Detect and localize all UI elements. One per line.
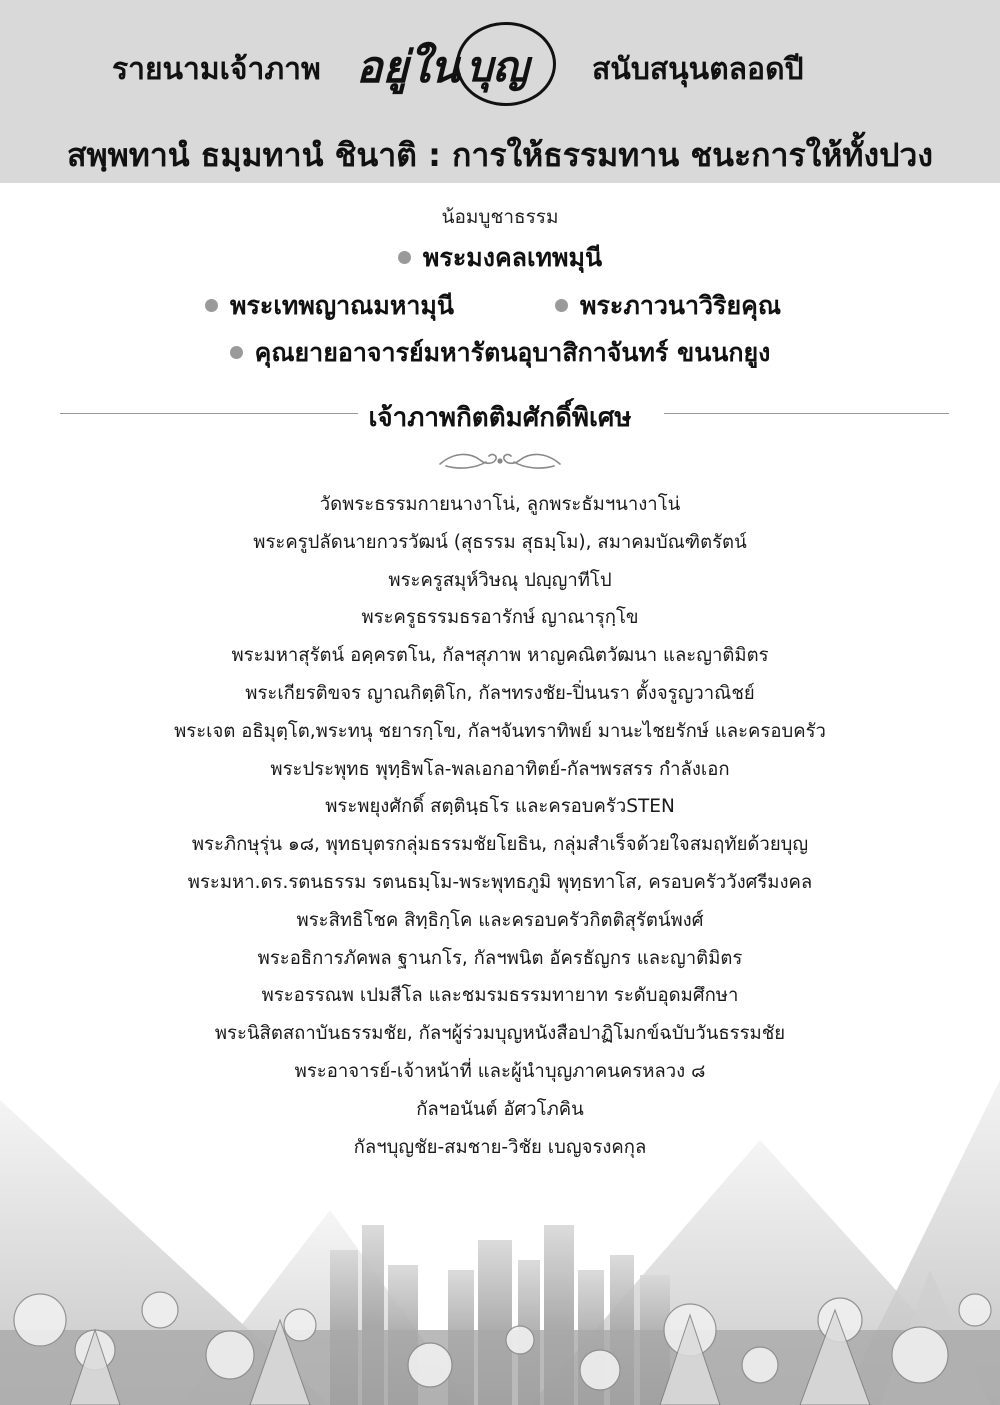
sponsor-entry: วัดพระธรรมกายนางาโน่, ลูกพระธัมฯนางาโน่ bbox=[319, 494, 681, 515]
sponsor-entry: พระอธิการภัคพล ฐานกโร, กัลฯพนิต อัครธัญกร และญาติมิตร bbox=[257, 947, 743, 969]
sponsor-entry: พระมหาสุรัตน์ อคฺครตโน, กัลฯสุภาพ หาญคณิตวัฒนา และญาติมิตร bbox=[231, 645, 769, 667]
sponsor-entry: กัลฯอนันต์ อัศวโภคิน bbox=[416, 1098, 584, 1120]
bullet-icon bbox=[555, 299, 568, 312]
sponsor-entry: พระครูปลัดนายกวรวัฒน์ (สุธรรม สุธมฺโม), สมาคมบัณฑิตรัตน์ bbox=[253, 531, 747, 553]
logo-text-left: อยู่ใน bbox=[356, 42, 460, 93]
sponsor-entry: พระเจต อธิมุตฺโต,พระทนุ ชยารกฺโข, กัลฯจันทราทิพย์ มานะไชยรักษ์ และครอบครัว bbox=[174, 720, 826, 742]
sponsor-entry: พระเกียรติขจร ญาณกิตฺติโก, กัลฯทรงชัย-ปิ่นนรา ตั้งจรูญวาณิชย์ bbox=[245, 682, 755, 704]
header-left-text: รายนามเจ้าภาพ bbox=[112, 52, 321, 87]
sponsor-entry: กัลฯบุญชัย-สมชาย-วิชัย เบญจรงคกุล bbox=[353, 1136, 647, 1158]
bottom-decorative-artwork bbox=[0, 1020, 1000, 1405]
sponsor-entry: พระครูธรรมธรอารักษ์ ญาณารุกฺโข bbox=[361, 607, 639, 629]
honoree-2 bbox=[205, 286, 454, 326]
sponsor-entry: พระครูสมุห์วิษณุ ปญฺญาทีโป bbox=[388, 569, 612, 591]
header-motto: สพฺพทานํ ธมฺมทานํ ชินาติ : การให้ธรรมทาน ชนะการให้ทั้งปวง bbox=[67, 136, 933, 174]
sponsor-entry: พระภิกษุรุ่น ๑๘, พุทธบุตรกลุ่มธรรมชัยโยธิน, กลุ่มสำเร็จด้วยใจสมฤทัยด้วยบุญ bbox=[191, 834, 809, 856]
section-title: เจ้าภาพกิตติมศักดิ์พิเศษ bbox=[368, 403, 632, 433]
sponsor-entry: พระพยุงศักดิ์ สตฺตินฺธโร และครอบครัวSTEN bbox=[325, 796, 675, 818]
honoree-4 bbox=[0, 333, 1000, 373]
sponsor-entry: พระประพุทธ พุทฺธิพโล-พลเอกอาทิตย์-กัลฯพรสรร กำลังเอก bbox=[270, 758, 730, 780]
honoree-name: พระภาวนาวิริยคุณ bbox=[580, 291, 782, 320]
honoree-3 bbox=[555, 286, 781, 326]
honoree-name: พระมงคลเทพมุนี bbox=[422, 243, 603, 272]
header-title-row bbox=[0, 20, 1000, 110]
sponsor-entry: พระนิสิตสถาบันธรรมชัย, กัลฯผู้ร่วมบุญหนังสือปาฏิโมกข์ฉบับวันธรรมชัย bbox=[214, 1023, 786, 1045]
sponsor-entry: พระอาจารย์-เจ้าหน้าที่ และผู้นำบุญภาคนครหลวง ๘ bbox=[294, 1060, 706, 1082]
sponsor-entry: พระสิทธิโชค สิทฺธิกฺโค และครอบครัวกิตติสุรัตน์พงศ์ bbox=[296, 909, 704, 931]
honoree-1 bbox=[0, 238, 1000, 278]
dedication-label: น้อมบูชาธรรม bbox=[441, 206, 559, 228]
flourish-ornament-icon bbox=[436, 448, 564, 474]
sponsor-entry: พระมหา.ดร.รตนธรรม รตนธมฺโม-พระพุทธภูมิ พุทฺธทาโส, ครอบครัววังศรีมงคล bbox=[187, 871, 813, 893]
sponsor-entry: พระอรรณพ เปมสีโล และชมรมธรรมทายาท ระดับอุดมศึกษา bbox=[261, 985, 739, 1007]
header-right-text: สนับสนุนตลอดปี bbox=[592, 52, 804, 87]
honoree-name: พระเทพญาณมหามุนี bbox=[230, 291, 454, 320]
honoree-name: คุณยายอาจารย์มหารัตนอุบาสิกาจันทร์ ขนนกยูง bbox=[254, 338, 771, 367]
bullet-icon bbox=[230, 346, 243, 359]
logo-text-right: บุญ bbox=[466, 42, 529, 91]
publication-logo bbox=[350, 20, 580, 110]
bullet-icon bbox=[205, 299, 218, 312]
bullet-icon bbox=[398, 251, 411, 264]
section-divider-right bbox=[664, 413, 949, 414]
